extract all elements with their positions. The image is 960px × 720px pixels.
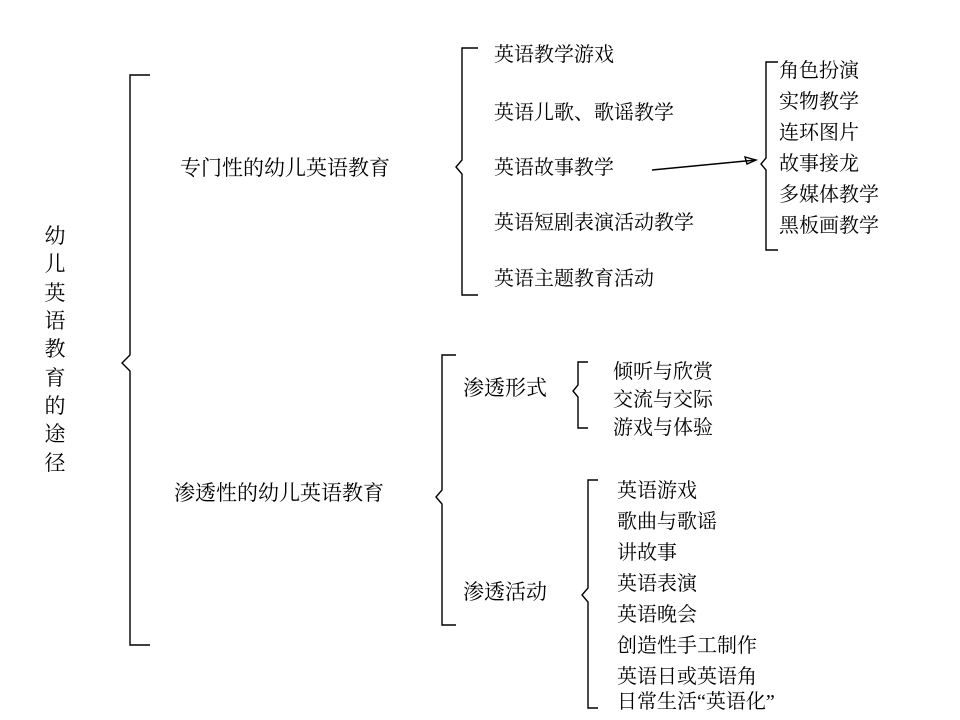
activity-item-handicraft: 创造性手工制作 <box>617 635 757 657</box>
branch-label-permeative: 渗透性的幼儿英语教育 <box>174 481 384 505</box>
method-realia-teaching: 实物教学 <box>779 91 859 113</box>
branch-label-specialized: 专门性的幼儿英语教育 <box>180 156 390 180</box>
method-story-chain: 故事接龙 <box>779 153 859 175</box>
activity-bracket <box>582 480 598 708</box>
leaf-story-teaching: 英语故事教学 <box>494 157 614 179</box>
method-blackboard-drawing: 黑板画教学 <box>779 215 879 237</box>
root-bracket <box>122 75 150 645</box>
branch1-bracket <box>456 48 478 295</box>
method-role-play: 角色扮演 <box>779 60 859 82</box>
activity-item-storytelling: 讲故事 <box>617 542 677 564</box>
form-bracket <box>573 362 588 428</box>
activity-item-performance: 英语表演 <box>617 573 697 595</box>
activity-item-games: 英语游戏 <box>617 480 697 502</box>
leaf-theme-activity: 英语主题教育活动 <box>494 268 654 290</box>
arrow-head <box>745 157 756 164</box>
method-picture-series: 连环图片 <box>779 122 859 144</box>
subgroup-label-activity: 渗透活动 <box>463 580 547 604</box>
form-item-game-experience: 游戏与体验 <box>613 417 713 439</box>
activity-item-daily-life-english: 日常生活“英语化” <box>617 691 775 713</box>
activity-item-songs: 歌曲与歌谣 <box>617 511 717 533</box>
method-multimedia-teaching: 多媒体教学 <box>779 184 879 206</box>
activity-item-english-day-corner: 英语日或英语角 <box>617 666 757 688</box>
subgroup-label-form: 渗透形式 <box>463 376 547 400</box>
leaf-short-play-performance: 英语短剧表演活动教学 <box>494 212 694 234</box>
branch2-bracket <box>436 355 456 625</box>
method-group-bracket <box>761 62 778 250</box>
form-item-listening: 倾听与欣赏 <box>613 361 713 383</box>
arrow-line <box>652 160 756 170</box>
form-item-communication: 交流与交际 <box>613 389 713 411</box>
leaf-childrens-songs: 英语儿歌、歌谣教学 <box>494 102 674 124</box>
leaf-teaching-games: 英语教学游戏 <box>494 44 614 66</box>
root-label: 幼儿英语教育的途径 <box>44 224 66 475</box>
activity-item-evening-party: 英语晚会 <box>617 604 697 626</box>
